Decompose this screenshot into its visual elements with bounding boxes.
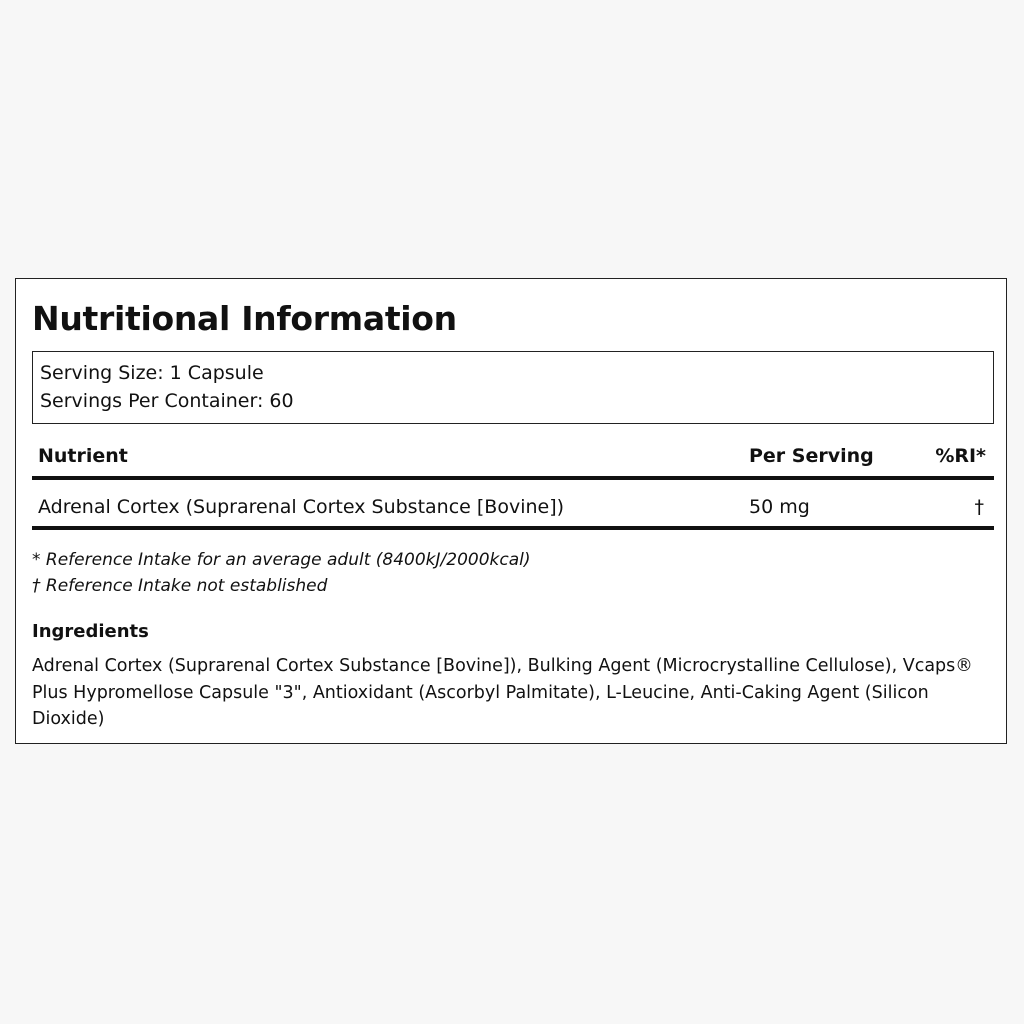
ingredients-text: Adrenal Cortex (Suprarenal Cortex Substance [Bovine]), Bulking Agent (Microcrystalline Cellulose), Vcaps® Plus Hypromellose Capsule "3", Antioxidant (Ascorbyl Palmitate), L-Leucine, Anti-Caking Agent (Silicon Dioxide) xyxy=(32,656,973,729)
footnote-reference-intake: * Reference Intake for an average adult (8400kJ/2000kcal) xyxy=(32,550,531,570)
serving-size: Serving Size: 1 Capsule xyxy=(40,362,264,384)
header-per-serving: Per Serving xyxy=(749,445,874,467)
header-nutrient: Nutrient xyxy=(38,445,128,467)
ingredients-title: Ingredients xyxy=(32,621,149,642)
nutrition-panel xyxy=(15,278,1007,744)
table-row-per-serving: 50 mg xyxy=(749,496,810,518)
panel-title: Nutritional Information xyxy=(32,299,457,338)
header-divider xyxy=(32,476,994,480)
header-ri: %RI* xyxy=(935,445,986,467)
servings-per-container: Servings Per Container: 60 xyxy=(40,390,294,412)
table-row-nutrient: Adrenal Cortex (Suprarenal Cortex Substance [Bovine]) xyxy=(38,496,565,518)
table-bottom-divider xyxy=(32,526,994,530)
footnote-not-established: † Reference Intake not established xyxy=(32,576,328,596)
table-row-ri: † xyxy=(974,496,984,518)
serving-info-box xyxy=(32,351,994,424)
